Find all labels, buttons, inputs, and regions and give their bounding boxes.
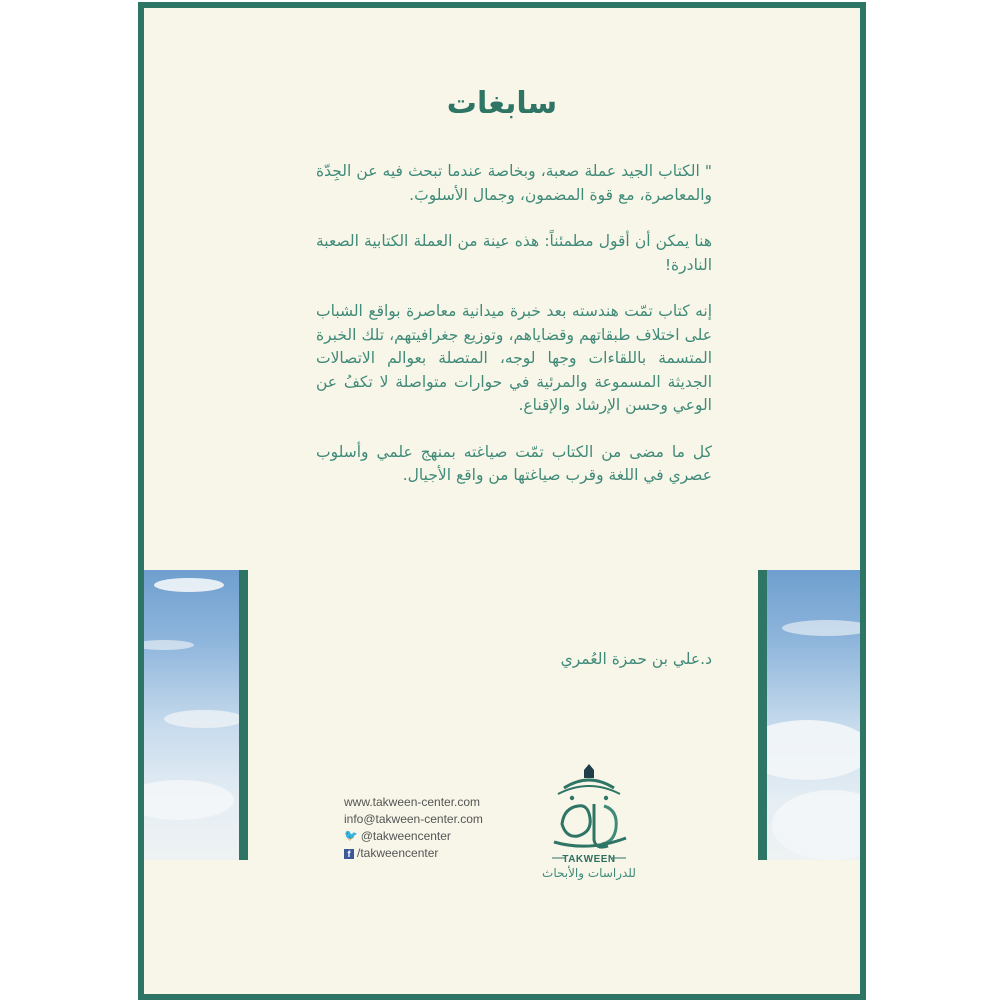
facebook-link[interactable] bbox=[344, 845, 483, 862]
blurb-text bbox=[316, 160, 712, 511]
twitter-icon: 🐦 bbox=[344, 830, 358, 842]
email-text: info@takween-center.com bbox=[344, 812, 483, 826]
accent-bar-right bbox=[758, 570, 767, 860]
book-back-cover bbox=[138, 2, 866, 1000]
logo-english-name: TAKWEEN bbox=[562, 854, 616, 865]
author-signature: د.علي بن حمزة العُمري bbox=[560, 650, 712, 668]
twitter-link[interactable] bbox=[344, 828, 483, 845]
facebook-text: /takweencenter bbox=[357, 846, 439, 860]
book-title: سابغات bbox=[446, 86, 558, 121]
twitter-text: @takweencenter bbox=[360, 829, 451, 843]
contact-info bbox=[344, 794, 483, 862]
paragraph-4: كل ما مضى من الكتاب تمّت صياغته بمنهج علمي وأسلوب عصري في اللغة وقرب صياغتها من واقع الأجيال. bbox=[316, 442, 712, 484]
facebook-icon: f bbox=[344, 849, 354, 859]
paragraph-1: " الكتاب الجيد عملة صعبة، وبخاصة عندما تبحث فيه عن الجِدّة والمعاصرة، مع قوة المضمون، وجمال الأسلوبَ. bbox=[316, 162, 712, 204]
website-link[interactable] bbox=[344, 794, 483, 811]
logo-arabic-tagline: للدراسات والأبحاث bbox=[542, 866, 636, 880]
accent-bar-left bbox=[239, 570, 248, 860]
sky-image-left bbox=[144, 570, 244, 860]
logo-mark-icon bbox=[552, 764, 626, 858]
sky-image-right bbox=[762, 570, 860, 860]
paragraph-2: هنا يمكن أن أقول مطمئناً: هذه عينة من العملة الكتابية الصعبة النادرة! bbox=[316, 232, 712, 274]
paragraph-3: إنه كتاب تمّت هندسته بعد خبرة ميدانية معاصرة بواقع الشباب على اختلاف طبقاتهم وقضاياهم، وتوزيع جغرافيتهم، تلك الخبرة المتسمة باللقاءات وجها لوجه، المتصلة بعوالم الاتصالات الجديثة المسموعة والمرئية في حوارات متواصلة لا تكفُ عن الوعي وحسن الإرشاد والإقناع. bbox=[316, 302, 712, 414]
email-link[interactable] bbox=[344, 811, 483, 828]
website-text: www.takween-center.com bbox=[344, 795, 481, 809]
